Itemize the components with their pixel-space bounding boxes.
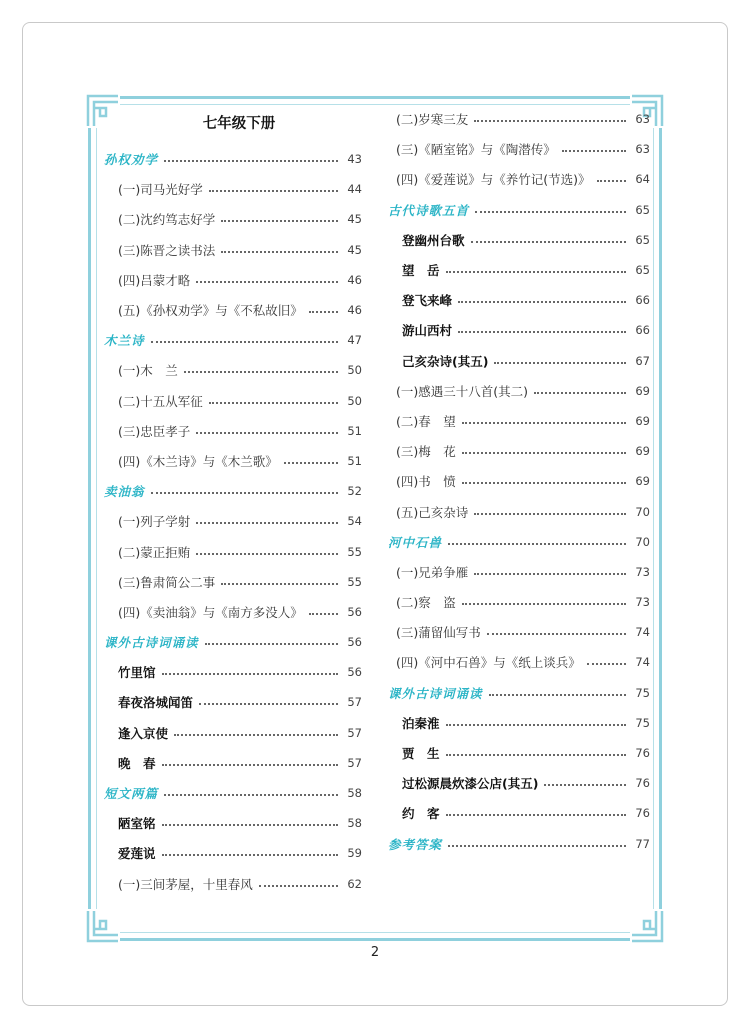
toc-entry-label: (三)蒲留仙写书 (396, 625, 481, 641)
toc-entry[interactable] (388, 225, 650, 255)
dot-leader (162, 824, 338, 826)
toc-entry[interactable] (388, 315, 650, 345)
toc-section-entry[interactable] (104, 325, 362, 355)
toc-section-entry[interactable] (104, 476, 362, 506)
toc-entry-page: 74 (635, 625, 650, 640)
dot-leader (209, 402, 338, 404)
toc-entry-label: (三)鲁肃简公二事 (118, 574, 216, 590)
toc-entry-label: 陋室铭 (118, 816, 156, 832)
toc-entry-page: 45 (347, 242, 362, 257)
toc-entry-page: 75 (635, 715, 650, 730)
toc-entry-page: 67 (635, 353, 650, 368)
toc-entry-label: 约 客 (402, 806, 440, 822)
dot-leader (209, 190, 338, 192)
toc-entry[interactable] (388, 708, 650, 738)
toc-entry-page: 47 (347, 333, 362, 348)
toc-entry[interactable] (388, 617, 650, 647)
toc-entry-page: 76 (635, 806, 650, 821)
corner-ornament-icon (86, 909, 120, 943)
toc-entry-page: 56 (347, 665, 362, 680)
toc-entry-page: 57 (347, 725, 362, 740)
toc-entry[interactable] (104, 748, 362, 778)
toc-entry-page: 58 (347, 816, 362, 831)
toc-entry-page: 46 (347, 303, 362, 318)
dot-leader (448, 543, 626, 545)
toc-entry-label: (二)蒙正拒贿 (118, 544, 191, 560)
toc-entry-label: 河中石兽 (388, 534, 443, 550)
toc-entry-label: 卖油翁 (104, 484, 145, 500)
toc-entry-label: (一)三间茅屋，十里春风 (118, 876, 253, 892)
toc-entry-label: 贾 生 (402, 746, 440, 762)
toc-entry-label: (一)兄弟争雁 (396, 564, 469, 580)
dot-leader (446, 271, 626, 273)
toc-entry[interactable] (388, 285, 650, 315)
dot-leader (259, 885, 338, 887)
dot-leader (221, 583, 338, 585)
toc-entry-page: 66 (635, 293, 650, 308)
toc-entry[interactable] (104, 597, 362, 627)
toc-entry-page: 52 (347, 484, 362, 499)
toc-entry[interactable] (104, 506, 362, 536)
toc-entry-page: 51 (347, 423, 362, 438)
toc-entry-label: (四)《卖油翁》与《南方多没人》 (118, 604, 303, 620)
toc-entry[interactable] (388, 496, 650, 526)
toc-entry-label: 己亥杂诗(其五) (402, 353, 489, 369)
toc-entry[interactable] (104, 838, 362, 868)
toc-entry-page: 66 (635, 323, 650, 338)
dot-leader (446, 754, 626, 756)
corner-ornament-icon (630, 909, 664, 943)
toc-entry[interactable] (104, 355, 362, 385)
toc-section-entry[interactable] (104, 627, 362, 657)
toc-entry[interactable] (388, 164, 650, 194)
toc-entry-page: 58 (347, 786, 362, 801)
toc-entry-page: 73 (635, 595, 650, 610)
toc-entry-page: 65 (635, 232, 650, 247)
dot-leader (471, 241, 626, 243)
dot-leader (196, 281, 338, 283)
dot-leader (562, 150, 626, 152)
toc-entry[interactable] (388, 436, 650, 466)
toc-entry[interactable] (104, 416, 362, 446)
toc-entry-label: (四)《木兰诗》与《木兰歌》 (118, 453, 278, 469)
dot-leader (489, 694, 626, 696)
book-title: 七年级下册 (202, 116, 276, 132)
dot-leader (174, 734, 338, 736)
dot-leader (162, 673, 338, 675)
dot-leader (196, 553, 338, 555)
toc-entry-page: 73 (635, 564, 650, 579)
toc-entry-page: 55 (347, 574, 362, 589)
toc-entry-page: 56 (347, 635, 362, 650)
toc-entry[interactable] (388, 768, 650, 798)
dot-leader (221, 220, 338, 222)
toc-entry-label: (二)察 盗 (396, 595, 456, 611)
dot-leader (184, 371, 338, 373)
toc-entry-label: 晚 春 (118, 755, 156, 771)
toc-entry-page: 44 (347, 182, 362, 197)
toc-entry[interactable] (388, 647, 650, 677)
toc-entry-label: 古代诗歌五首 (388, 202, 470, 218)
dot-leader (462, 452, 626, 454)
toc-entry-label: (三)梅 花 (396, 444, 456, 460)
dot-leader (162, 764, 338, 766)
toc-entry-label: 课外古诗词诵读 (104, 635, 199, 651)
toc-entry-page: 70 (635, 504, 650, 519)
dot-leader (309, 613, 338, 615)
toc-entry[interactable] (104, 567, 362, 597)
toc-entry[interactable] (104, 386, 362, 416)
toc-entry[interactable] (104, 808, 362, 838)
toc-entry[interactable] (104, 536, 362, 566)
dot-leader (309, 311, 338, 313)
toc-entry-label: 游山西村 (402, 323, 453, 339)
dot-leader (534, 392, 626, 394)
toc-entry-page: 65 (635, 263, 650, 278)
toc-entry-page: 54 (347, 514, 362, 529)
toc-entry-page: 76 (635, 776, 650, 791)
toc-entry-label: 短文两篇 (104, 786, 159, 802)
page-number: 2 (370, 945, 380, 960)
toc-entry-page: 63 (635, 112, 650, 127)
dot-leader (462, 422, 626, 424)
toc-entry-label: (四)吕蒙才略 (118, 272, 191, 288)
dot-leader (544, 784, 626, 786)
dot-leader (494, 362, 626, 364)
dot-leader (199, 703, 338, 705)
toc-entry-page: 64 (635, 172, 650, 187)
dot-leader (462, 482, 626, 484)
toc-entry-label: 登幽州台歌 (402, 232, 465, 248)
toc-entry-label: (二)沈约笃志好学 (118, 212, 216, 228)
dot-leader (164, 160, 338, 162)
toc-entry[interactable] (104, 265, 362, 295)
toc-entry[interactable] (388, 376, 650, 406)
dot-leader (487, 633, 626, 635)
toc-entry-label: 春夜洛城闻笛 (118, 695, 194, 711)
toc-entry-label: 爱莲说 (118, 846, 156, 862)
toc-entry-label: 孙权劝学 (104, 152, 159, 168)
toc-entry-page: 74 (635, 655, 650, 670)
toc-entry-page: 50 (347, 393, 362, 408)
dot-leader (587, 663, 626, 665)
toc-entry-label: (五)己亥杂诗 (396, 504, 469, 520)
toc-entry-label: 登飞来峰 (402, 293, 453, 309)
toc-entry-page: 70 (635, 534, 650, 549)
dot-leader (448, 845, 626, 847)
toc-entry-label: 泊秦淮 (402, 715, 440, 731)
dot-leader (164, 794, 338, 796)
dot-leader (284, 462, 338, 464)
toc-entry-page: 50 (347, 363, 362, 378)
toc-entry[interactable] (388, 466, 650, 496)
toc-entry-page: 76 (635, 746, 650, 761)
dot-leader (458, 331, 626, 333)
toc-list-left (104, 144, 362, 899)
toc-entry-page: 77 (635, 836, 650, 851)
dot-leader (458, 301, 626, 303)
toc-entry-page: 43 (347, 152, 362, 167)
toc-entry-page: 57 (347, 755, 362, 770)
toc-entry-label: (二)春 望 (396, 413, 456, 429)
toc-entry[interactable] (388, 587, 650, 617)
toc-list-right (388, 104, 650, 859)
toc-entry-page: 75 (635, 685, 650, 700)
dot-leader (474, 573, 626, 575)
toc-entry-page: 56 (347, 604, 362, 619)
toc-entry-page: 59 (347, 846, 362, 861)
toc-entry[interactable] (104, 869, 362, 899)
toc-entry-label: 竹里馆 (118, 665, 156, 681)
toc-left-column (104, 104, 362, 899)
toc-entry-label: (一)感遇三十八首(其二) (396, 383, 529, 399)
dot-leader (462, 603, 626, 605)
dot-leader (474, 513, 626, 515)
toc-entry-label: 过松源晨炊漆公店(其五) (402, 776, 539, 792)
toc-entry[interactable] (104, 295, 362, 325)
dot-leader (205, 643, 338, 645)
toc-entry-label: (四)《爱莲说》与《养竹记(节选)》 (396, 172, 591, 188)
toc-entry[interactable] (388, 557, 650, 587)
toc-entry[interactable] (104, 174, 362, 204)
toc-entry-label: (一)木 兰 (118, 363, 178, 379)
toc-entry-page: 55 (347, 544, 362, 559)
toc-entry-page: 69 (635, 413, 650, 428)
toc-section-entry[interactable] (388, 527, 650, 557)
dot-leader (196, 432, 338, 434)
toc-section-entry[interactable] (104, 144, 362, 174)
dot-leader (151, 341, 338, 343)
toc-entry-page: 65 (635, 202, 650, 217)
toc-entry[interactable] (388, 346, 650, 376)
dot-leader (162, 854, 338, 856)
toc-entry-page: 69 (635, 474, 650, 489)
toc-entry-label: (三)忠臣孝子 (118, 423, 191, 439)
toc-entry-label: (四)《河中石兽》与《纸上谈兵》 (396, 655, 581, 671)
dot-leader (597, 180, 626, 182)
toc-entry[interactable] (388, 798, 650, 828)
toc-entry[interactable] (388, 738, 650, 768)
toc-entry-label: (五)《孙权劝学》与《不私故旧》 (118, 303, 303, 319)
toc-entry[interactable] (104, 204, 362, 234)
toc-entry-page: 51 (347, 453, 362, 468)
toc-entry-page: 57 (347, 695, 362, 710)
toc-entry-label: (三)陈晋之读书法 (118, 242, 216, 258)
toc-entry-page: 69 (635, 444, 650, 459)
toc-right-column (388, 104, 650, 859)
toc-entry-page: 45 (347, 212, 362, 227)
toc-entry-page: 63 (635, 142, 650, 157)
toc-entry-label: 课外古诗词诵读 (388, 685, 483, 701)
toc-section-entry[interactable] (104, 778, 362, 808)
toc-section-entry[interactable] (388, 678, 650, 708)
toc-section-entry[interactable] (388, 195, 650, 225)
toc-entry-page: 62 (347, 876, 362, 891)
toc-entry[interactable] (388, 104, 650, 134)
toc-entry-label: (四)书 愤 (396, 474, 456, 490)
toc-entry-page: 46 (347, 272, 362, 287)
toc-entry[interactable] (104, 235, 362, 265)
dot-leader (475, 211, 626, 213)
toc-entry[interactable] (104, 657, 362, 687)
toc-entry-label: 望 岳 (402, 263, 440, 279)
toc-entry[interactable] (104, 687, 362, 717)
toc-entry-label: 逢入京使 (118, 725, 169, 741)
toc-section-entry[interactable] (388, 829, 650, 859)
toc-entry-label: (三)《陋室铭》与《陶潜传》 (396, 142, 556, 158)
toc-entry-page: 69 (635, 383, 650, 398)
dot-leader (446, 814, 626, 816)
toc-entry-label: 参考答案 (388, 836, 443, 852)
toc-entry-label: (一)列子学射 (118, 514, 191, 530)
toc-entry-label: 木兰诗 (104, 333, 145, 349)
dot-leader (196, 522, 338, 524)
toc-entry[interactable] (388, 255, 650, 285)
toc-entry[interactable] (104, 718, 362, 748)
dot-leader (221, 251, 338, 253)
toc-entry-label: (一)司马光好学 (118, 182, 203, 198)
toc-entry[interactable] (104, 446, 362, 476)
toc-entry-label: (二)十五从军征 (118, 393, 203, 409)
toc-entry-label: (二)岁寒三友 (396, 112, 469, 128)
toc-entry[interactable] (388, 406, 650, 436)
dot-leader (151, 492, 338, 494)
dot-leader (474, 120, 626, 122)
toc-entry[interactable] (388, 134, 650, 164)
dot-leader (446, 724, 626, 726)
